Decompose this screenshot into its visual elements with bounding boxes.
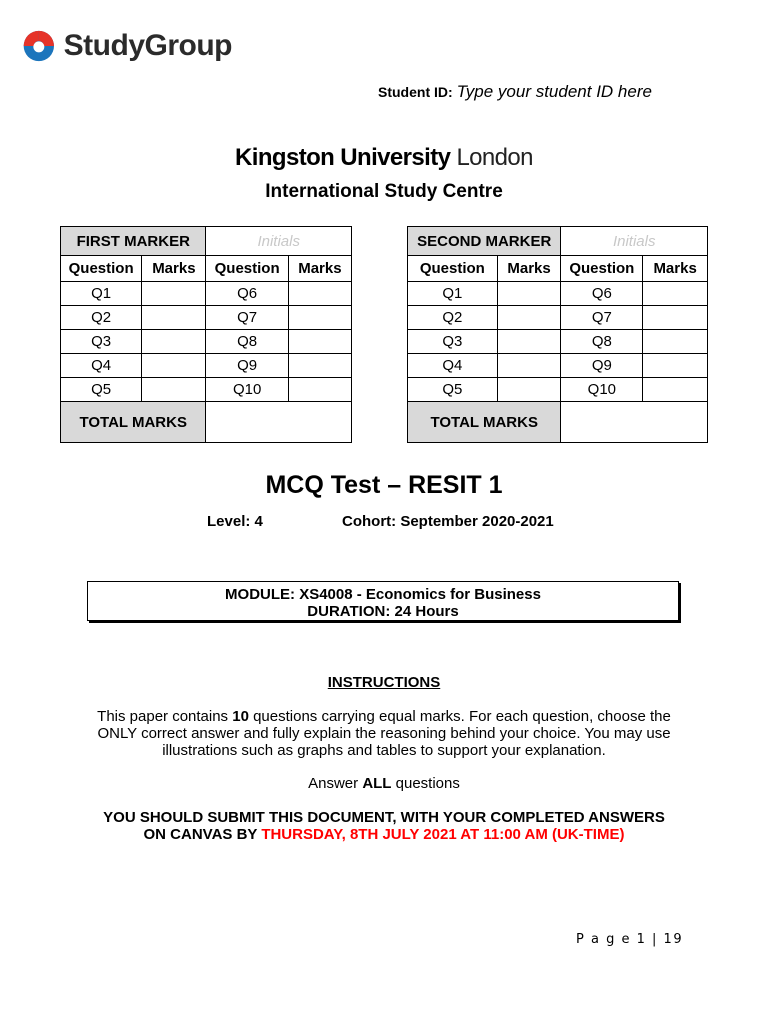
question-count: 10 bbox=[232, 708, 249, 725]
col-marks: Marks bbox=[643, 256, 708, 282]
table-row bbox=[61, 354, 352, 378]
table-row bbox=[61, 282, 352, 306]
total-marks-cell[interactable] bbox=[561, 402, 708, 443]
marks-cell[interactable] bbox=[643, 306, 708, 330]
question-label: Q9 bbox=[561, 354, 643, 378]
page-total: 19 bbox=[663, 932, 684, 947]
marks-cell[interactable] bbox=[497, 306, 561, 330]
marks-cell[interactable] bbox=[497, 282, 561, 306]
marks-cell[interactable] bbox=[497, 378, 561, 402]
col-question: Question bbox=[206, 256, 288, 282]
answer-suffix: questions bbox=[391, 775, 460, 792]
marks-cell[interactable] bbox=[288, 282, 351, 306]
marks-cell[interactable] bbox=[643, 330, 708, 354]
table-row bbox=[61, 330, 352, 354]
first-marker-table bbox=[60, 226, 352, 443]
instructions-paragraph bbox=[92, 708, 676, 759]
table-row bbox=[408, 378, 708, 402]
table-row bbox=[408, 354, 708, 378]
student-id-field[interactable] bbox=[378, 82, 652, 102]
question-label: Q9 bbox=[206, 354, 288, 378]
total-marks-cell[interactable] bbox=[206, 402, 352, 443]
question-label: Q8 bbox=[561, 330, 643, 354]
question-label: Q6 bbox=[206, 282, 288, 306]
university-name-strong: Kingston University bbox=[235, 144, 451, 171]
test-level: Level: 4 bbox=[207, 513, 263, 530]
col-marks: Marks bbox=[142, 256, 206, 282]
marks-cell[interactable] bbox=[288, 306, 351, 330]
marks-cell[interactable] bbox=[497, 330, 561, 354]
first-marker-label: FIRST MARKER bbox=[61, 227, 206, 256]
second-marker-initials[interactable]: Initials bbox=[561, 227, 708, 256]
marks-cell[interactable] bbox=[142, 330, 206, 354]
submission-deadline: THURSDAY, 8TH JULY 2021 AT 11:00 AM (UK-TIME) bbox=[261, 826, 625, 843]
marks-cell[interactable] bbox=[142, 306, 206, 330]
marks-cell[interactable] bbox=[288, 330, 351, 354]
submission-notice bbox=[100, 809, 668, 843]
student-id-placeholder[interactable]: Type your student ID here bbox=[456, 82, 652, 101]
instructions-heading: INSTRUCTIONS bbox=[327, 674, 441, 691]
marks-cell[interactable] bbox=[142, 282, 206, 306]
total-marks-label: TOTAL MARKS bbox=[61, 402, 206, 443]
submission-text: YOU SHOULD SUBMIT THIS DOCUMENT, WITH YOUR COMPLETED ANSWERS ON CANVAS BY bbox=[103, 809, 665, 843]
second-marker-label: SECOND MARKER bbox=[408, 227, 561, 256]
module-box bbox=[87, 581, 679, 621]
question-label: Q2 bbox=[61, 306, 142, 330]
studygroup-logo bbox=[22, 26, 232, 66]
marks-cell[interactable] bbox=[288, 378, 351, 402]
page-label: P a g e bbox=[576, 932, 631, 947]
module-duration: DURATION: 24 Hours bbox=[307, 603, 459, 620]
page-current: 1 bbox=[636, 932, 647, 947]
answer-prefix: Answer bbox=[308, 775, 363, 792]
total-marks-label: TOTAL MARKS bbox=[408, 402, 561, 443]
study-centre: International Study Centre bbox=[265, 181, 503, 202]
student-id-label: Student ID: bbox=[378, 84, 453, 100]
table-row bbox=[61, 378, 352, 402]
question-label: Q1 bbox=[408, 282, 498, 306]
studygroup-logo-icon bbox=[22, 27, 56, 65]
question-label: Q5 bbox=[61, 378, 142, 402]
question-label: Q7 bbox=[206, 306, 288, 330]
marks-cell[interactable] bbox=[643, 378, 708, 402]
university-name-light: London bbox=[456, 144, 533, 171]
question-label: Q10 bbox=[561, 378, 643, 402]
col-marks: Marks bbox=[497, 256, 561, 282]
col-marks: Marks bbox=[288, 256, 351, 282]
question-label: Q5 bbox=[408, 378, 498, 402]
marks-cell[interactable] bbox=[142, 354, 206, 378]
question-label: Q10 bbox=[206, 378, 288, 402]
marks-cell[interactable] bbox=[643, 354, 708, 378]
marks-cell[interactable] bbox=[497, 354, 561, 378]
question-label: Q3 bbox=[408, 330, 498, 354]
module-name: MODULE: XS4008 - Economics for Business bbox=[225, 586, 541, 603]
table-row bbox=[61, 306, 352, 330]
instructions-text: This paper contains bbox=[97, 708, 233, 725]
col-question: Question bbox=[561, 256, 643, 282]
second-marker-table bbox=[407, 226, 708, 443]
question-label: Q3 bbox=[61, 330, 142, 354]
col-question: Question bbox=[61, 256, 142, 282]
marks-cell[interactable] bbox=[643, 282, 708, 306]
question-label: Q1 bbox=[61, 282, 142, 306]
first-marker-initials[interactable]: Initials bbox=[206, 227, 352, 256]
brand-name: StudyGroup bbox=[63, 29, 232, 62]
col-question: Question bbox=[408, 256, 498, 282]
table-row bbox=[408, 306, 708, 330]
page-separator: | bbox=[652, 932, 658, 947]
answer-all-emphasis: ALL bbox=[362, 775, 392, 792]
question-label: Q8 bbox=[206, 330, 288, 354]
marks-cell[interactable] bbox=[142, 378, 206, 402]
question-label: Q7 bbox=[561, 306, 643, 330]
instructions-text: questions carrying equal marks. For each question, choose the ONLY correct answer and fully explain the reasoning behind your choice. You may use illustrations such as graphs and tables to support your explanation. bbox=[97, 708, 671, 759]
university-name bbox=[0, 144, 768, 172]
marks-cell[interactable] bbox=[288, 354, 351, 378]
question-label: Q6 bbox=[561, 282, 643, 306]
page-number bbox=[576, 932, 683, 947]
answer-all-line bbox=[0, 775, 768, 792]
question-label: Q2 bbox=[408, 306, 498, 330]
question-label: Q4 bbox=[61, 354, 142, 378]
question-label: Q4 bbox=[408, 354, 498, 378]
test-title: MCQ Test – RESIT 1 bbox=[265, 471, 503, 499]
table-row bbox=[408, 330, 708, 354]
table-row bbox=[408, 282, 708, 306]
test-cohort: Cohort: September 2020-2021 bbox=[342, 513, 554, 530]
